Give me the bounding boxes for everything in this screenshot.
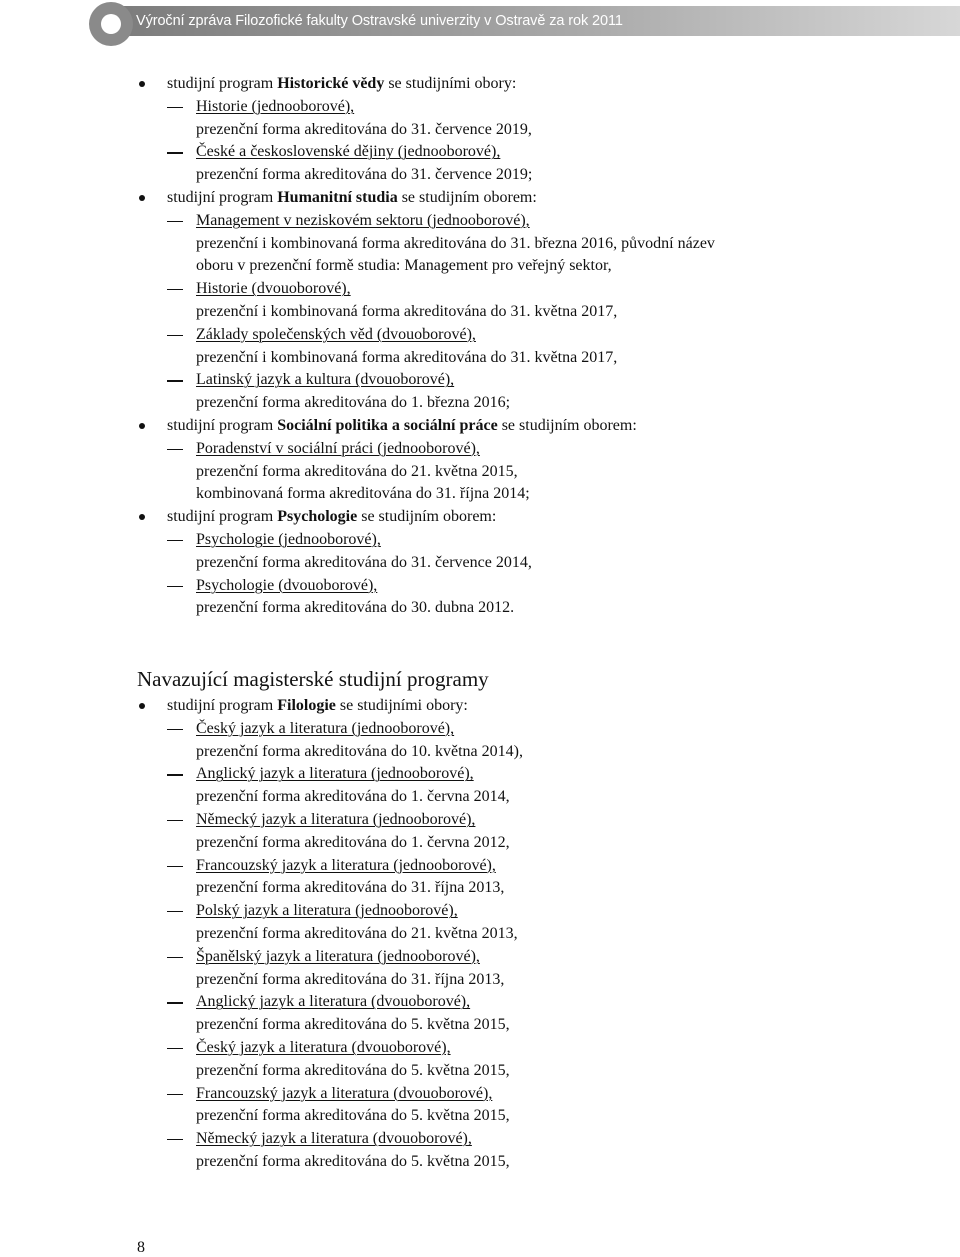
dash-icon: [167, 380, 183, 381]
text-run: prezenční forma akreditována do 5. května 2015,: [196, 1061, 510, 1079]
line-text: [196, 597, 514, 620]
text-run: prezenční forma akreditována do 31. července 2019;: [196, 166, 533, 184]
line-text: [167, 415, 637, 438]
line-text: [196, 923, 518, 946]
program-line: [0, 695, 960, 718]
line-text: [196, 529, 381, 552]
line-text: [196, 1105, 510, 1128]
field-line: [0, 718, 960, 741]
line-text: [196, 832, 510, 855]
dash-icon: [167, 957, 183, 958]
accreditation-line: [0, 786, 960, 809]
line-text: [196, 164, 532, 187]
accreditation-line: [0, 741, 960, 764]
line-text: [196, 575, 377, 598]
accreditation-line: [0, 1151, 960, 1174]
field-name: Anglický jazyk a literatura (jednooborové),: [196, 765, 474, 783]
section-master-programs: [0, 695, 960, 1174]
text-run: studijní program: [167, 508, 278, 526]
accreditation-line: [0, 1014, 960, 1037]
text-run: se studijním oborem:: [397, 188, 537, 206]
text-run: prezenční i kombinovaná forma akreditována do 31. května 2017,: [196, 302, 618, 320]
text-run: studijní program: [167, 188, 278, 206]
dash-icon: [167, 586, 183, 587]
accreditation-line: [0, 461, 960, 484]
text-run: prezenční forma akreditována do 31. října 2013,: [196, 879, 505, 897]
text-run: kombinovaná forma akreditována do 31. října 2014;: [196, 485, 530, 503]
line-text: [196, 741, 523, 764]
field-name: Latinský jazyk a kultura (dvouoborové),: [196, 371, 455, 389]
accreditation-line: [0, 255, 960, 278]
accreditation-line: [0, 969, 960, 992]
field-line: [0, 855, 960, 878]
program-line: [0, 73, 960, 96]
field-line: [0, 1083, 960, 1106]
dash-icon: [167, 335, 183, 336]
dash-icon: [167, 449, 183, 450]
line-text: [196, 324, 476, 347]
line-text: [196, 96, 354, 119]
dash-icon: [167, 152, 183, 153]
dash-icon: [167, 911, 183, 912]
field-name: Španělský jazyk a literatura (jednooborové),: [196, 947, 480, 965]
dash-icon: [167, 1048, 183, 1049]
section-bachelor-programs: [0, 73, 960, 620]
line-text: [196, 210, 530, 233]
section-title-master-programs: Navazující magisterské studijní programy: [137, 667, 489, 691]
line-text: [196, 141, 500, 164]
text-run: se studijními obory:: [335, 697, 468, 714]
field-name: Management v neziskovém sektoru (jednooborové),: [196, 211, 530, 229]
field-name: Anglický jazyk a literatura (dvouoborové),: [196, 993, 471, 1011]
line-text: [196, 809, 475, 832]
accreditation-line: [0, 923, 960, 946]
field-line: [0, 900, 960, 923]
page-number: 8: [137, 1239, 145, 1256]
dash-icon: [167, 820, 183, 821]
field-line: [0, 96, 960, 119]
dash-icon: [167, 107, 183, 108]
text-run: prezenční forma akreditována do 10. května 2014),: [196, 742, 523, 760]
field-name: Německý jazyk a literatura (jednooborové),: [196, 810, 476, 828]
text-run: prezenční forma akreditována do 1. března 2016;: [196, 394, 511, 412]
page-header: [0, 0, 960, 44]
accreditation-line: [0, 347, 960, 370]
text-run: prezenční forma akreditována do 21. května 2013,: [196, 924, 518, 942]
bullet-icon: [139, 81, 145, 87]
program-name: Filologie: [277, 697, 336, 714]
text-run: se studijním oborem:: [497, 416, 637, 434]
text-run: prezenční forma akreditována do 5. května 2015,: [196, 1107, 510, 1125]
text-run: prezenční i kombinovaná forma akreditována do 31. května 2017,: [196, 348, 618, 366]
dash-icon: [167, 774, 183, 775]
text-run: prezenční i kombinovaná forma akreditována do 31. března 2016, původní název: [196, 234, 715, 252]
text-run: prezenční forma akreditována do 5. května 2015,: [196, 1016, 510, 1034]
program-name: Psychologie: [277, 508, 358, 526]
bullet-icon: [139, 195, 145, 201]
field-line: [0, 529, 960, 552]
text-run: prezenční forma akreditována do 31. července 2014,: [196, 553, 532, 571]
line-text: [196, 1014, 510, 1037]
accreditation-line: [0, 483, 960, 506]
program-name: Sociální politika a sociální práce: [277, 416, 498, 434]
field-line: [0, 991, 960, 1014]
field-name: Poradenství v sociální práci (jednooborové),: [196, 439, 480, 457]
field-line: [0, 809, 960, 832]
accreditation-line: [0, 119, 960, 142]
accreditation-line: [0, 597, 960, 620]
bullet-icon: [139, 703, 145, 709]
header-title: Výroční zpráva Filozofické fakulty Ostravské univerzity v Ostravě za rok 2011: [136, 13, 623, 29]
line-text: [196, 369, 454, 392]
text-run: prezenční forma akreditována do 1. června 2014,: [196, 788, 510, 806]
line-text: [196, 877, 504, 900]
line-text: [167, 187, 537, 210]
field-name: Polský jazyk a literatura (jednooborové),: [196, 902, 458, 920]
accreditation-line: [0, 1060, 960, 1083]
header-circle-emblem: [89, 2, 133, 46]
line-text: [196, 438, 480, 461]
program-line: [0, 415, 960, 438]
line-text: [196, 786, 510, 809]
accreditation-line: [0, 392, 960, 415]
field-line: [0, 575, 960, 598]
line-text: [196, 900, 458, 923]
field-line: [0, 141, 960, 164]
line-text: [196, 1128, 472, 1151]
line-text: [196, 1083, 492, 1106]
dash-icon: [167, 1139, 183, 1140]
field-line: [0, 278, 960, 301]
field-name: České a československé dějiny (jednooborové),: [196, 143, 501, 161]
accreditation-line: [0, 832, 960, 855]
line-text: [167, 695, 468, 718]
field-line: [0, 1037, 960, 1060]
text-run: se studijním oborem:: [357, 508, 497, 526]
text-run: studijní program: [167, 697, 278, 714]
accreditation-line: [0, 1105, 960, 1128]
field-line: [0, 210, 960, 233]
accreditation-line: [0, 552, 960, 575]
dash-icon: [167, 289, 183, 290]
line-text: [196, 1037, 451, 1060]
field-name: Český jazyk a literatura (jednooborové),: [196, 719, 455, 737]
line-text: [196, 552, 532, 575]
field-line: [0, 1128, 960, 1151]
line-text: [196, 763, 474, 786]
text-run: prezenční forma akreditována do 5. května 2015,: [196, 1152, 510, 1170]
line-text: [196, 461, 518, 484]
text-run: studijní program: [167, 75, 278, 92]
line-text: [196, 946, 480, 969]
line-text: [196, 233, 715, 256]
field-line: [0, 369, 960, 392]
text-run: prezenční forma akreditována do 31. října 2013,: [196, 970, 505, 988]
field-name: Základy společenských věd (dvouoborové),: [196, 325, 476, 343]
field-line: [0, 763, 960, 786]
line-text: [196, 483, 530, 506]
dash-icon: [167, 1002, 183, 1003]
dash-icon: [167, 540, 183, 541]
field-name: Psychologie (jednooborové),: [196, 530, 381, 548]
dash-icon: [167, 221, 183, 222]
bullet-icon: [139, 514, 145, 520]
field-name: Francouzský jazyk a literatura (jednooborové),: [196, 856, 496, 874]
line-text: [196, 991, 470, 1014]
text-run: prezenční forma akreditována do 30. dubna 2012.: [196, 599, 515, 617]
dash-icon: [167, 1094, 183, 1095]
text-run: prezenční forma akreditována do 21. května 2015,: [196, 462, 518, 480]
program-line: [0, 506, 960, 529]
program-name: Historické vědy: [277, 75, 385, 92]
dash-icon: [167, 729, 183, 730]
accreditation-line: [0, 877, 960, 900]
line-text: [196, 1151, 510, 1174]
line-text: [196, 969, 504, 992]
program-name: Humanitní studia: [277, 188, 398, 206]
line-text: [196, 119, 532, 142]
text-run: oboru v prezenční formě studia: Management pro veřejný sektor,: [196, 257, 612, 275]
text-run: se studijními obory:: [384, 75, 517, 92]
dash-icon: [167, 866, 183, 867]
field-name: Německý jazyk a literatura (dvouoborové),: [196, 1130, 472, 1148]
field-line: [0, 946, 960, 969]
field-name: Český jazyk a literatura (dvouoborové),: [196, 1038, 451, 1056]
line-text: [167, 73, 516, 96]
line-text: [196, 347, 617, 370]
accreditation-line: [0, 164, 960, 187]
field-name: Historie (jednooborové),: [196, 97, 355, 115]
text-run: studijní program: [167, 416, 278, 434]
bullet-icon: [139, 423, 145, 429]
field-line: [0, 438, 960, 461]
line-text: [196, 718, 454, 741]
accreditation-line: [0, 301, 960, 324]
program-line: [0, 187, 960, 210]
line-text: [196, 255, 612, 278]
field-line: [0, 324, 960, 347]
field-name: Psychologie (dvouoborové),: [196, 576, 378, 594]
accreditation-line: [0, 233, 960, 256]
field-name: Francouzský jazyk a literatura (dvouoborové),: [196, 1084, 493, 1102]
line-text: [196, 301, 617, 324]
line-text: [196, 855, 496, 878]
text-run: prezenční forma akreditována do 1. června 2012,: [196, 833, 510, 851]
line-text: [196, 278, 351, 301]
text-run: prezenční forma akreditována do 31. července 2019,: [196, 120, 532, 138]
field-name: Historie (dvouoborové),: [196, 280, 351, 298]
line-text: [167, 506, 496, 529]
line-text: [196, 1060, 510, 1083]
line-text: [196, 392, 510, 415]
